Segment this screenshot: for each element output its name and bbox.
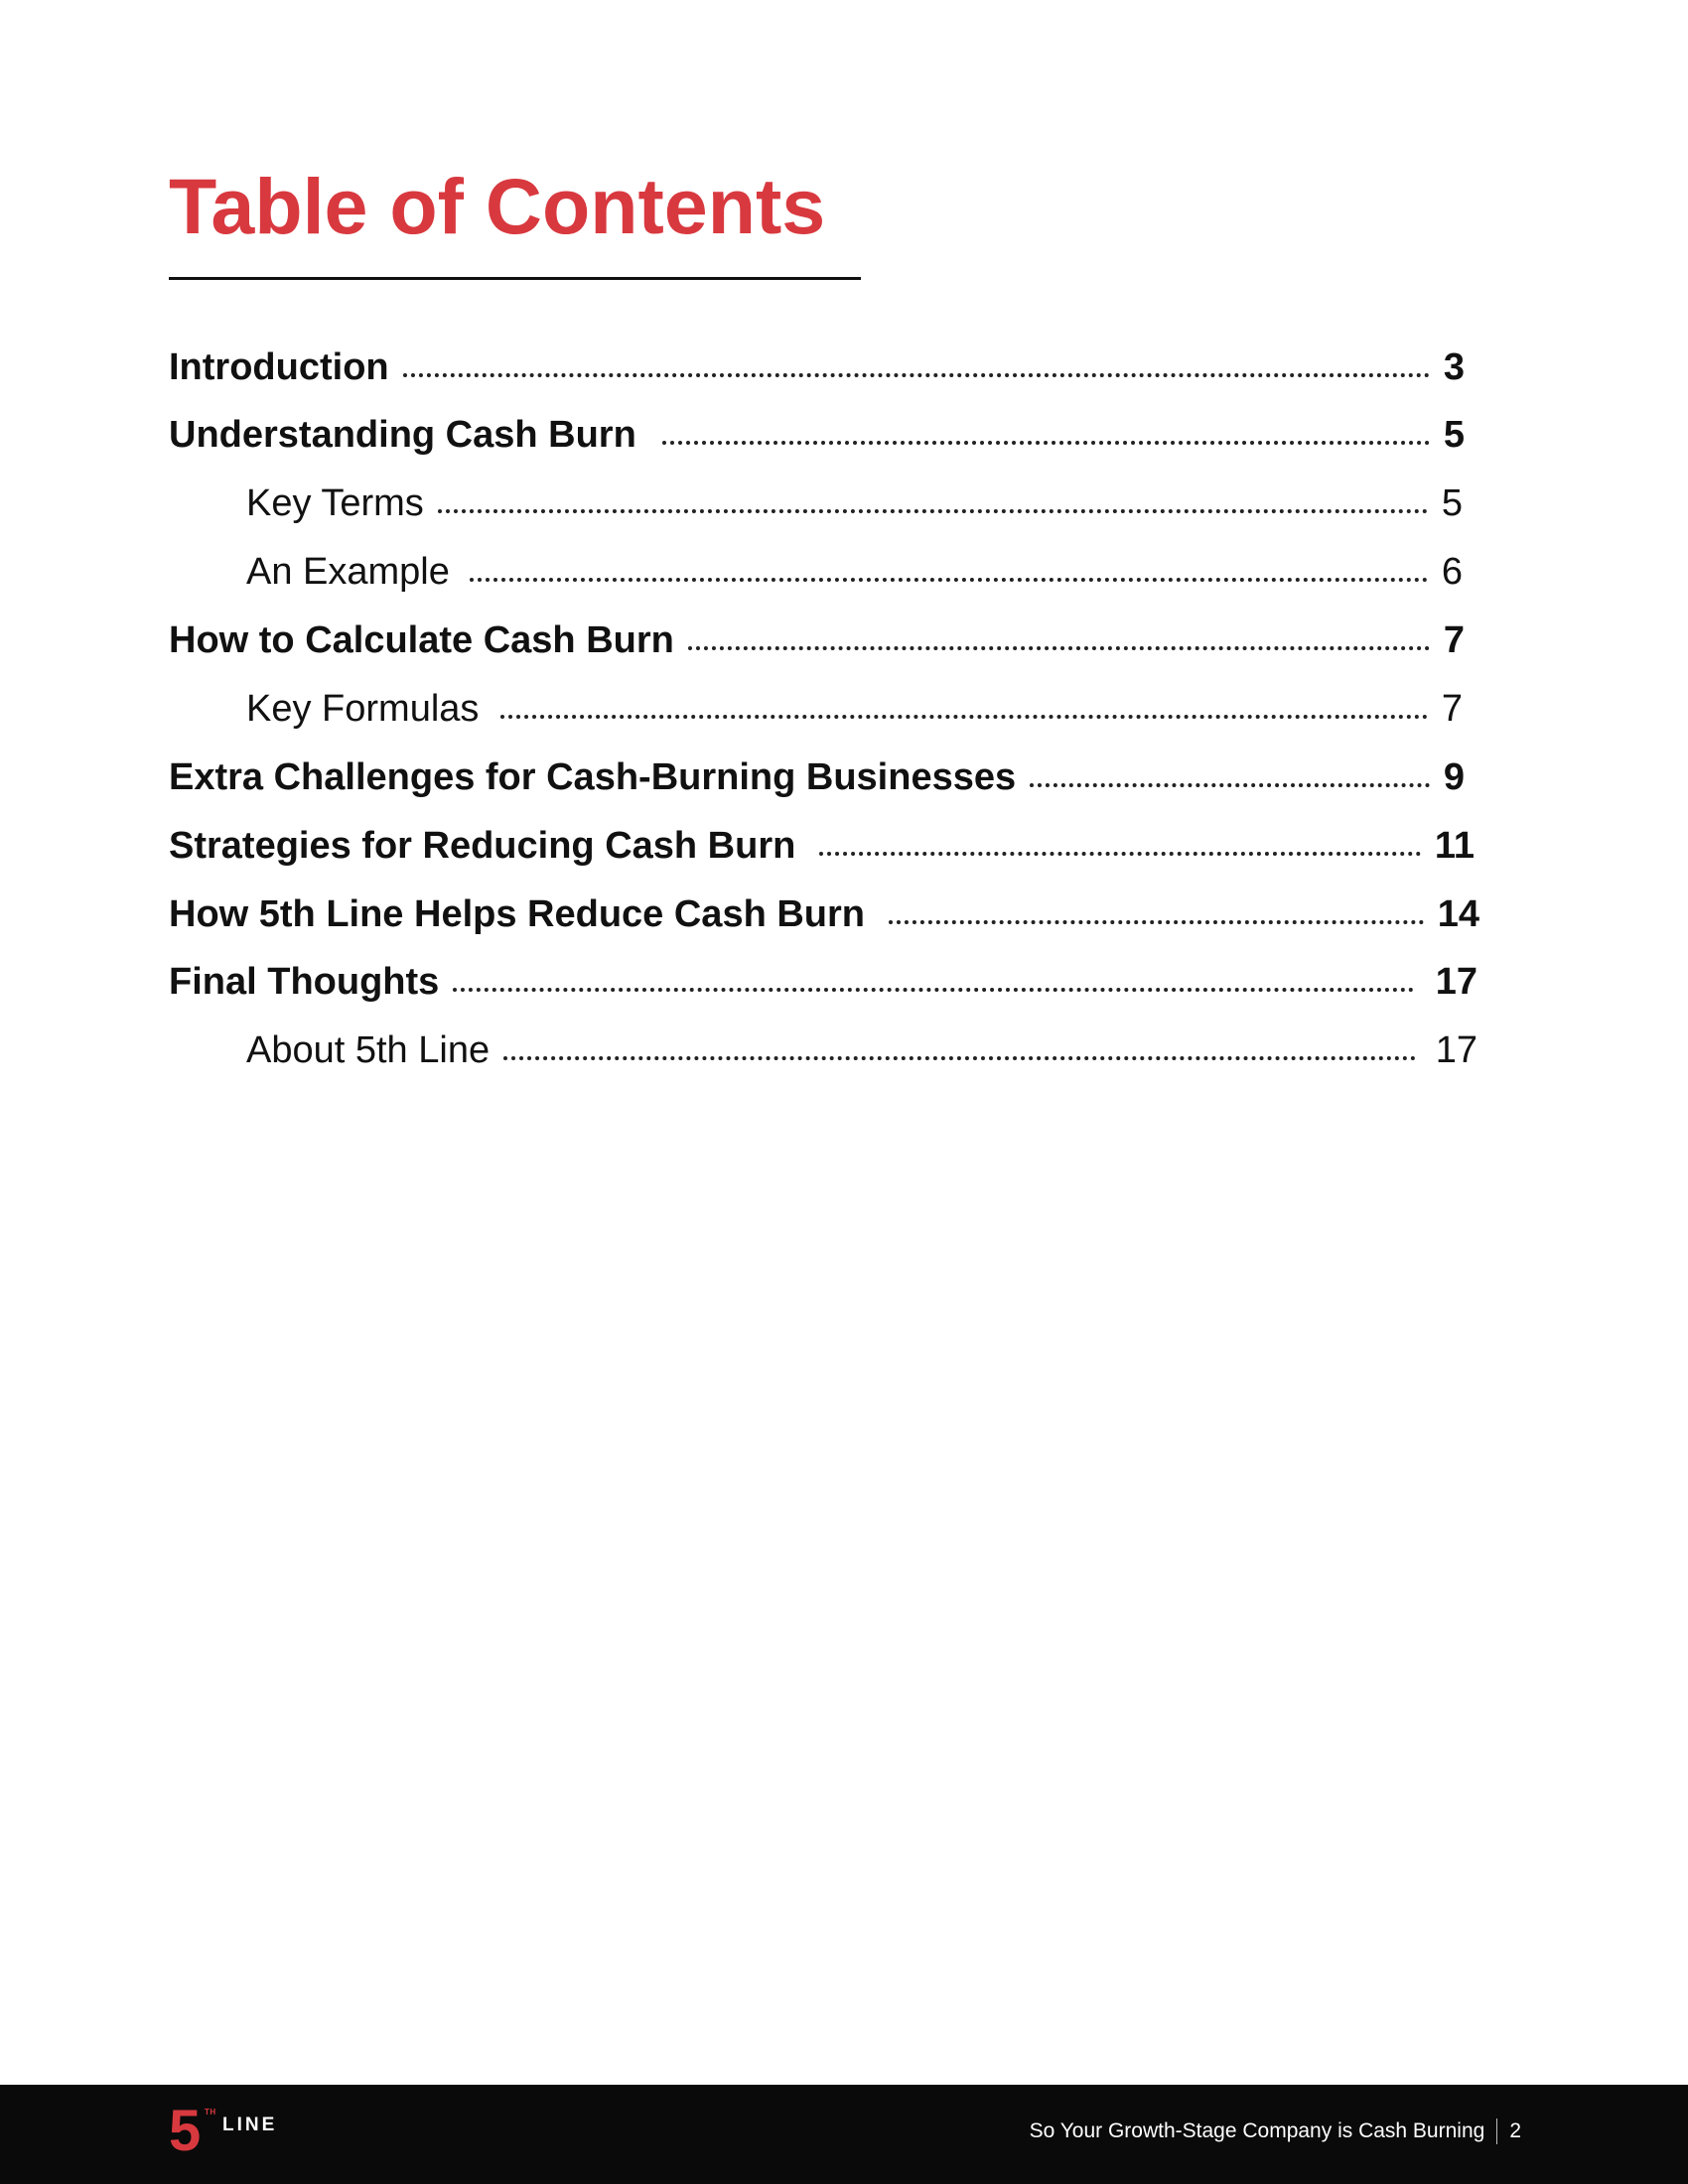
logo-superscript: TH	[205, 2108, 216, 2116]
toc-entry-page: 6	[1441, 551, 1463, 593]
toc-entry-page: 9	[1443, 756, 1465, 798]
toc-entry-label: Strategies for Reducing Cash Burn	[169, 825, 796, 867]
toc-entry-final-thoughts[interactable]	[169, 957, 1477, 1007]
toc-dot-leader	[503, 1056, 1416, 1060]
toc-entry-label: An Example	[246, 551, 450, 593]
toc-entry-label: Understanding Cash Burn	[169, 414, 636, 456]
toc-entry-page: 7	[1443, 619, 1465, 661]
toc-entry-label: Key Terms	[246, 482, 424, 524]
toc-dot-leader	[453, 988, 1413, 992]
toc-entry-page: 5	[1441, 482, 1463, 524]
toc-entry-introduction[interactable]	[169, 342, 1465, 392]
toc-entry-label: About 5th Line	[246, 1029, 491, 1071]
toc-entry-label: Key Formulas	[246, 688, 480, 730]
logo-number: 5	[169, 2099, 202, 2163]
toc-entry-key-terms[interactable]	[246, 478, 1463, 528]
toc-entry-key-formulas[interactable]	[246, 684, 1463, 734]
toc-dot-leader	[688, 646, 1430, 650]
fifth-line-logo[interactable]	[169, 2099, 288, 2163]
toc-entry-page: 7	[1441, 688, 1463, 730]
page-title: Table of Contents	[169, 162, 826, 250]
toc-entry-page: 14	[1437, 893, 1479, 935]
toc-entry-page: 17	[1435, 1029, 1477, 1071]
toc-entry-understanding-cash-burn[interactable]	[169, 410, 1465, 460]
toc-entry-page: 11	[1434, 825, 1475, 867]
toc-entry-label: Extra Challenges for Cash-Burning Businesses	[169, 756, 1017, 798]
toc-entry-label: Final Thoughts	[169, 961, 440, 1003]
toc-dot-leader	[470, 578, 1428, 582]
toc-entry-extra-challenges[interactable]	[169, 752, 1465, 802]
toc-dot-leader	[819, 852, 1421, 856]
toc-entry-strategies[interactable]	[169, 821, 1475, 871]
toc-dot-leader	[662, 441, 1430, 445]
toc-entry-an-example[interactable]	[246, 547, 1463, 597]
toc-entry-about-5th-line[interactable]	[246, 1025, 1477, 1075]
toc-dot-leader	[500, 715, 1427, 719]
toc-dot-leader	[403, 373, 1430, 377]
toc-entry-page: 3	[1443, 346, 1465, 388]
footer-page-number: 2	[1509, 2119, 1521, 2142]
toc-entry-label: How 5th Line Helps Reduce Cash Burn	[169, 893, 865, 935]
toc-dot-leader	[1030, 783, 1430, 787]
toc-entry-page: 17	[1435, 961, 1477, 1003]
toc-dot-leader	[438, 509, 1428, 513]
toc-entry-label: How to Calculate Cash Burn	[169, 619, 674, 661]
footer-document-title: So Your Growth-Stage Company is Cash Burning	[1029, 2119, 1485, 2142]
footer-divider	[1496, 2118, 1497, 2144]
toc-dot-leader	[889, 920, 1424, 924]
toc-entry-how-to-calculate-cash-burn[interactable]	[169, 615, 1465, 665]
toc-entry-label: Introduction	[169, 346, 389, 388]
toc-entry-page: 5	[1443, 414, 1465, 456]
footer-caption	[1030, 2118, 1521, 2144]
toc-entry-how-5th-line-helps[interactable]	[169, 889, 1479, 939]
logo-word: LINE	[222, 2115, 278, 2135]
